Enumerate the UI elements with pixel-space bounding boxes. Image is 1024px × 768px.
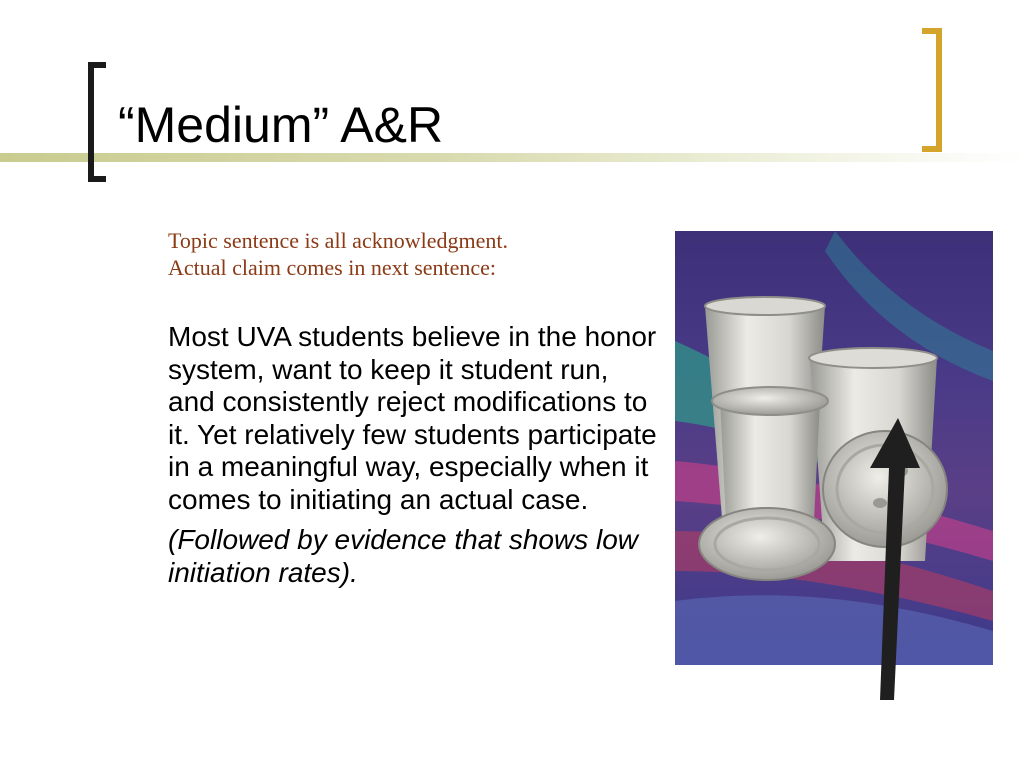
- note-line: Topic sentence is all acknowledgment.: [168, 228, 508, 253]
- body-paragraph: Most UVA students believe in the honor system, want to keep it student run, and consistently reject modifications to it. Yet relatively few students participate in a meaningful way, especially when it comes to initiating an actual case.: [168, 321, 657, 515]
- title-underline-rule: [0, 153, 1024, 162]
- right-bracket-decoration: [922, 28, 942, 152]
- left-bracket-decoration: [88, 62, 106, 182]
- arrow-up-icon: [860, 410, 940, 710]
- followup-note: (Followed by evidence that shows low initiation rates).: [168, 524, 639, 588]
- annotation-note: [168, 227, 648, 281]
- cups-photo: [675, 231, 993, 665]
- body-paragraph-block: [168, 321, 658, 589]
- note-line: Actual claim comes in next sentence:: [168, 255, 497, 280]
- slide-title: “Medium” A&R: [118, 97, 444, 153]
